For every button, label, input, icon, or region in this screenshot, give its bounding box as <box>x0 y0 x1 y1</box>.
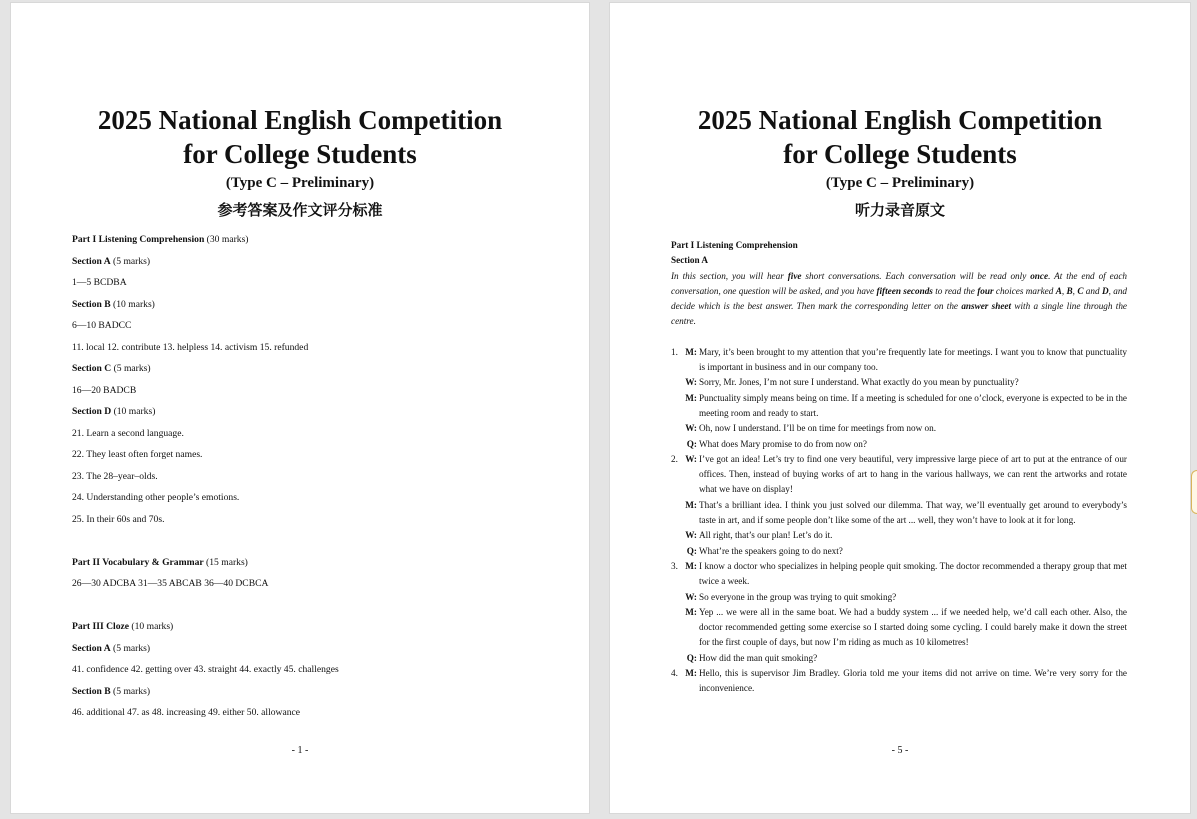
page-title-line1: 2025 National English Competition <box>97 105 503 135</box>
line-heading: Section D <box>72 406 112 417</box>
document-page-1 <box>10 2 590 814</box>
line-heading: Section B <box>72 685 111 697</box>
line-text: 26—30 ADCBA 31—35 ABCAB 36—40 DCBCA <box>72 578 269 589</box>
instruction-emphasis: D <box>1101 285 1109 296</box>
line-text: (30 marks) <box>204 234 249 245</box>
instruction-emphasis: B <box>1066 285 1073 296</box>
speaker-text: All right, that’s our plan! Let’s do it. <box>699 530 833 541</box>
line-text: 22. They least often forget names. <box>72 449 203 460</box>
line-heading: Section B <box>72 298 111 310</box>
answer-line <box>72 509 529 531</box>
instruction-emphasis: fifteen seconds <box>876 285 933 296</box>
line-heading: Part II Vocabulary & Grammar <box>72 556 204 568</box>
side-panel-tab[interactable] <box>1191 470 1197 514</box>
answer-line <box>72 616 529 638</box>
answer-line <box>72 380 529 402</box>
speaker-text: Sorry, Mr. Jones, I’m not sure I understand. What exactly do you mean by punctuality? <box>699 377 1019 388</box>
page-number: - 5 - <box>891 745 909 756</box>
speaker-text: That’s a brilliant idea. I think you just solved our dilemma. That way, we’ll eventually get around to everybody’s taste in art, and if some people don’t like some of the art ... well, they won’t have to look at it for long. <box>699 499 1127 526</box>
part-heading: Part I Listening Comprehension <box>671 240 798 250</box>
conversation-number: 3. <box>671 560 678 571</box>
answer-line <box>72 337 529 359</box>
page-title-line1: 2025 National English Competition <box>697 105 1103 135</box>
spacer <box>72 530 529 552</box>
speaker-label: Q: <box>686 438 697 449</box>
instruction-text: . At the end of each conversation, one question will be asked, and you have <box>671 270 1127 296</box>
conversation-number: 1. <box>671 346 678 357</box>
answer-line <box>72 229 529 251</box>
line-text: 25. In their 60s and 70s. <box>72 513 165 525</box>
page-subtitle: (Type C – Preliminary) <box>825 175 975 191</box>
line-heading: Section C <box>72 363 112 374</box>
conversation-turn <box>671 590 1127 605</box>
speaker-label: W: <box>685 530 697 541</box>
line-heading: Part I Listening Comprehension <box>72 234 205 245</box>
instruction-text: , <box>1061 285 1067 296</box>
instruction-text: , and decide which is the best answer. Then mark the corresponding letter on the <box>671 285 1128 312</box>
answer-line <box>72 315 529 337</box>
speaker-text: Yep ... we were all in the same boat. We had a buddy system ... if we needed help, we’d call each other. Also, the doctor recommended getting some exercise so I started doing some cycling. I could barely make it down the street for the first couple of days, but now I’m riding as much as 10 kilometres! <box>699 606 1127 648</box>
conversation-list <box>671 345 1127 697</box>
line-text: (10 marks) <box>110 298 155 310</box>
speaker-text: I’ve got an idea! Let’s try to find one very beautiful, very impressive large piece of art to put at the entrance of our offices. Then, instead of buying works of art to hang in the various hallways, we can rent the artworks and rotate what we have on display! <box>699 453 1127 495</box>
instruction-emphasis: once <box>1030 270 1049 281</box>
answer-line <box>72 294 529 316</box>
conversation-number: 4. <box>671 668 678 679</box>
conversation-turn <box>671 666 1127 697</box>
line-text: (5 marks) <box>110 255 151 267</box>
line-heading: Part III Cloze <box>72 621 130 632</box>
line-text: (5 marks) <box>111 363 151 374</box>
line-text: (10 marks) <box>129 621 174 632</box>
instruction-text: to read the <box>932 285 978 296</box>
line-heading: Section A <box>72 255 111 267</box>
answer-line <box>72 358 529 380</box>
conversation-turn <box>671 559 1127 590</box>
answer-line <box>72 702 529 724</box>
line-text: 1—5 BCDBA <box>72 277 127 288</box>
speaker-label: Q: <box>686 652 697 663</box>
transcript-content <box>671 238 1127 697</box>
instruction-emphasis: five <box>787 270 802 281</box>
section-heading: Section A <box>671 255 709 266</box>
speaker-text: Oh, now I understand. I’ll be on time for meetings from now on. <box>699 423 937 434</box>
line-text: (5 marks) <box>110 685 151 697</box>
page-title-line2: for College Students <box>783 139 1017 169</box>
conversation-turn <box>671 544 1127 559</box>
conversation-turn <box>671 452 1127 498</box>
answer-line <box>72 272 529 294</box>
conversation-turn <box>671 437 1127 452</box>
line-text: 6—10 BADCC <box>72 320 132 331</box>
page-heading-cn: 参考答案及作文评分标准 <box>217 201 383 219</box>
instruction-text: and <box>1083 285 1102 296</box>
answer-line <box>72 466 529 488</box>
answer-key-content <box>72 229 529 724</box>
answer-line <box>72 552 529 574</box>
line-text: 16—20 BADCB <box>72 384 137 396</box>
instruction-text: , <box>1072 285 1078 296</box>
speaker-text: What’re the speakers going to do next? <box>699 545 843 556</box>
speaker-text: So everyone in the group was trying to quit smoking? <box>699 591 897 602</box>
speaker-text: How did the man quit smoking? <box>699 652 818 663</box>
line-text: 23. The 28–year–olds. <box>72 470 158 482</box>
conversation-turn <box>671 528 1127 543</box>
speaker-label: M: <box>685 606 697 617</box>
speaker-label: M: <box>685 560 697 571</box>
instruction-text: short conversations. Each conversation will be read only <box>801 270 1031 281</box>
conversation-turn <box>671 421 1127 436</box>
instruction-text: with a single line through the centre. <box>671 301 1127 327</box>
conversation-turn <box>671 651 1127 666</box>
line-text: 11. local 12. contribute 13. helpless 14. activism 15. refunded <box>72 341 309 353</box>
speaker-text: Hello, this is supervisor Jim Bradley. Gloria told me your items did not arrive on time. We’re very sorry for the inconvenience. <box>699 668 1127 694</box>
instruction-emphasis: A <box>1055 285 1062 296</box>
line-text: 41. confidence 42. getting over 43. straight 44. exactly 45. challenges <box>72 664 339 675</box>
conversation-number: 2. <box>671 453 678 464</box>
instruction-emphasis: C <box>1077 285 1084 296</box>
instruction-emphasis: answer sheet <box>961 301 1012 312</box>
speaker-text: Punctuality simply means being on time. If a meeting is scheduled for one o’clock, everyone is expected to be in the meeting room and ready to start. <box>699 392 1127 418</box>
speaker-label: M: <box>685 392 697 403</box>
speaker-text: I know a doctor who specializes in helping people quit smoking. The doctor recommended a therapy group that met twice a week. <box>699 560 1127 587</box>
conversation-turn <box>671 345 1127 376</box>
page-number: - 1 - <box>291 745 309 756</box>
answer-line <box>72 638 529 660</box>
speaker-label: W: <box>685 453 697 464</box>
line-text: 24. Understanding other people’s emotions. <box>72 492 240 503</box>
section-instruction <box>671 269 1127 330</box>
conversation-turn <box>671 605 1127 651</box>
page-subtitle: (Type C – Preliminary) <box>225 175 375 191</box>
answer-line <box>72 659 529 681</box>
speaker-label: W: <box>685 591 697 602</box>
conversation-turn <box>671 375 1127 390</box>
line-heading: Section A <box>72 642 111 654</box>
speaker-label: W: <box>685 423 697 434</box>
speaker-text: What does Mary promise to do from now on? <box>699 438 867 449</box>
line-text: (15 marks) <box>203 556 248 568</box>
speaker-label: M: <box>685 668 697 679</box>
speaker-text: Mary, it’s been brought to my attention that you’re frequently late for meetings. I want you to know that punctuality is important in business and in our company too. <box>699 346 1127 373</box>
speaker-label: M: <box>685 346 697 357</box>
line-text: (10 marks) <box>111 406 156 417</box>
answer-line <box>72 487 529 509</box>
instruction-text: choices marked <box>993 285 1056 296</box>
answer-line <box>72 251 529 273</box>
document-page-5 <box>609 2 1191 814</box>
page-title-line2: for College Students <box>183 139 417 169</box>
answer-line <box>72 681 529 703</box>
line-text: 46. additional 47. as 48. increasing 49. either 50. allowance <box>72 707 301 718</box>
speaker-label: W: <box>685 377 697 388</box>
line-text: (5 marks) <box>110 642 151 654</box>
answer-line <box>72 573 529 595</box>
conversation-turn <box>671 498 1127 529</box>
speaker-label: M: <box>685 499 697 510</box>
page-heading-cn: 听力录音原文 <box>854 201 945 219</box>
speaker-label: Q: <box>686 545 697 556</box>
instruction-emphasis: four <box>977 285 994 296</box>
line-text: 21. Learn a second language. <box>72 427 184 439</box>
instruction-text: In this section, you will hear <box>671 270 788 281</box>
answer-line <box>72 444 529 466</box>
answer-line <box>72 401 529 423</box>
conversation-turn <box>671 391 1127 422</box>
answer-line <box>72 423 529 445</box>
spacer <box>72 595 529 617</box>
